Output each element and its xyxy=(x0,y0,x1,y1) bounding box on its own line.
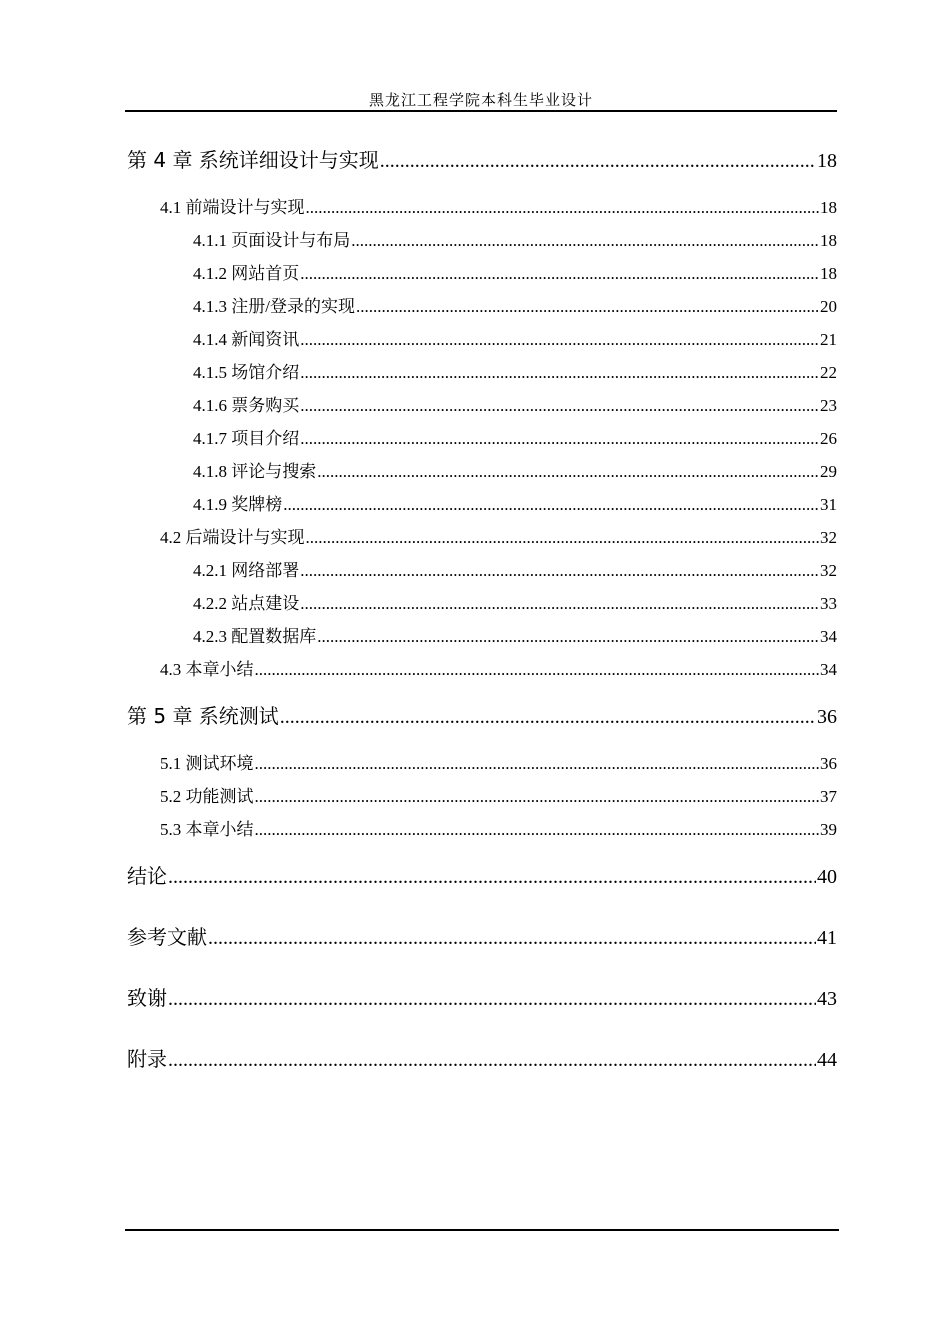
toc-leader-dots xyxy=(351,224,819,257)
page-header-title: 黑龙江工程学院本科生毕业设计 xyxy=(368,91,593,109)
toc-entry[interactable] xyxy=(127,1029,837,1090)
toc-entry[interactable] xyxy=(127,389,837,422)
toc-leader-dots xyxy=(300,389,819,422)
toc-leader-dots xyxy=(300,554,819,587)
toc-entry-title: 4.1.7 项目介绍 xyxy=(193,429,300,448)
toc-entry-title: 4.1.8 评论与搜索 xyxy=(193,462,317,481)
toc-entry-title: 4.3 本章小结 xyxy=(160,660,254,679)
toc-leader-dots xyxy=(356,290,819,323)
toc-entry[interactable] xyxy=(127,780,837,813)
toc-entry-title: 4.2.3 配置数据库 xyxy=(193,627,317,646)
toc-entry[interactable] xyxy=(127,521,837,554)
toc-entry-page: 20 xyxy=(820,297,837,316)
toc-leader-dots xyxy=(300,422,819,455)
toc-entry-page: 36 xyxy=(820,754,837,773)
toc-leader-dots xyxy=(317,455,819,488)
table-of-contents xyxy=(127,130,837,1090)
toc-entry-page: 31 xyxy=(820,495,837,514)
toc-leader-dots xyxy=(280,687,816,748)
toc-entry[interactable] xyxy=(127,554,837,587)
toc-leader-dots xyxy=(255,813,820,846)
toc-entry-title: 4.2.1 网络部署 xyxy=(193,561,300,580)
toc-entry-title: 结论 xyxy=(127,864,167,888)
toc-entry-page: 37 xyxy=(820,787,837,806)
toc-entry-page: 36 xyxy=(817,706,837,728)
toc-entry-page: 32 xyxy=(820,561,837,580)
toc-entry-title: 4.1.3 注册/登录的实现 xyxy=(193,297,355,316)
toc-entry-page: 18 xyxy=(820,198,837,217)
toc-entry-page: 34 xyxy=(820,660,837,679)
toc-leader-dots xyxy=(300,323,819,356)
toc-entry[interactable] xyxy=(127,747,837,780)
toc-entry[interactable] xyxy=(127,813,837,846)
toc-entry-page: 26 xyxy=(820,429,837,448)
toc-entry-page: 22 xyxy=(820,363,837,382)
toc-entry-title: 第 4 章 系统详细设计与实现 xyxy=(127,148,379,172)
toc-leader-dots xyxy=(168,969,816,1030)
toc-leader-dots xyxy=(255,780,820,813)
toc-leader-dots xyxy=(255,653,820,686)
toc-entry[interactable] xyxy=(127,455,837,488)
toc-leader-dots xyxy=(300,257,819,290)
toc-entry[interactable] xyxy=(127,130,837,191)
toc-entry-title: 致谢 xyxy=(127,986,167,1010)
toc-entry-page: 41 xyxy=(817,927,837,949)
toc-entry-page: 44 xyxy=(817,1049,837,1071)
toc-entry[interactable] xyxy=(127,290,837,323)
toc-entry[interactable] xyxy=(127,191,837,224)
toc-entry-page: 21 xyxy=(820,330,837,349)
toc-entry-title: 5.2 功能测试 xyxy=(160,787,254,806)
toc-leader-dots xyxy=(306,521,820,554)
toc-entry-page: 39 xyxy=(820,820,837,839)
toc-entry-title: 5.1 测试环境 xyxy=(160,754,254,773)
toc-leader-dots xyxy=(300,587,819,620)
toc-entry-title: 4.1 前端设计与实现 xyxy=(160,198,305,217)
footer-divider xyxy=(125,1229,839,1231)
toc-entry-title: 4.1.2 网站首页 xyxy=(193,264,300,283)
toc-entry-title: 4.1.4 新闻资讯 xyxy=(193,330,300,349)
toc-entry-page: 18 xyxy=(817,150,837,172)
toc-entry-title: 4.1.9 奖牌榜 xyxy=(193,495,283,514)
toc-entry[interactable] xyxy=(127,968,837,1029)
toc-entry-title: 5.3 本章小结 xyxy=(160,820,254,839)
toc-entry-page: 34 xyxy=(820,627,837,646)
toc-entry-page: 18 xyxy=(820,231,837,250)
toc-entry[interactable] xyxy=(127,653,837,686)
toc-entry-page: 40 xyxy=(817,866,837,888)
toc-leader-dots xyxy=(255,747,820,780)
toc-leader-dots xyxy=(380,131,816,192)
toc-entry[interactable] xyxy=(127,488,837,521)
toc-entry[interactable] xyxy=(127,620,837,653)
toc-entry-page: 23 xyxy=(820,396,837,415)
toc-entry[interactable] xyxy=(127,224,837,257)
toc-entry-page: 33 xyxy=(820,594,837,613)
toc-leader-dots xyxy=(283,488,819,521)
toc-entry-title: 第 5 章 系统测试 xyxy=(127,704,279,728)
toc-entry[interactable] xyxy=(127,907,837,968)
toc-entry-title: 4.2 后端设计与实现 xyxy=(160,528,305,547)
toc-entry[interactable] xyxy=(127,686,837,747)
toc-entry-title: 4.2.2 站点建设 xyxy=(193,594,300,613)
toc-leader-dots xyxy=(168,1030,816,1091)
toc-entry-page: 32 xyxy=(820,528,837,547)
toc-leader-dots xyxy=(208,908,816,969)
toc-leader-dots xyxy=(317,620,819,653)
toc-entry-page: 18 xyxy=(820,264,837,283)
toc-entry[interactable] xyxy=(127,356,837,389)
toc-entry-page: 43 xyxy=(817,988,837,1010)
toc-entry-title: 4.1.1 页面设计与布局 xyxy=(193,231,351,250)
toc-leader-dots xyxy=(168,847,816,908)
toc-leader-dots xyxy=(300,356,819,389)
toc-entry-title: 4.1.5 场馆介绍 xyxy=(193,363,300,382)
toc-entry-title: 参考文献 xyxy=(127,925,207,949)
toc-entry[interactable] xyxy=(127,422,837,455)
toc-entry[interactable] xyxy=(127,257,837,290)
toc-entry[interactable] xyxy=(127,587,837,620)
toc-leader-dots xyxy=(306,191,820,224)
toc-entry-title: 附录 xyxy=(127,1047,167,1071)
toc-entry-page: 29 xyxy=(820,462,837,481)
toc-entry-title: 4.1.6 票务购买 xyxy=(193,396,300,415)
toc-entry[interactable] xyxy=(127,846,837,907)
header-divider xyxy=(125,110,837,112)
toc-entry[interactable] xyxy=(127,323,837,356)
